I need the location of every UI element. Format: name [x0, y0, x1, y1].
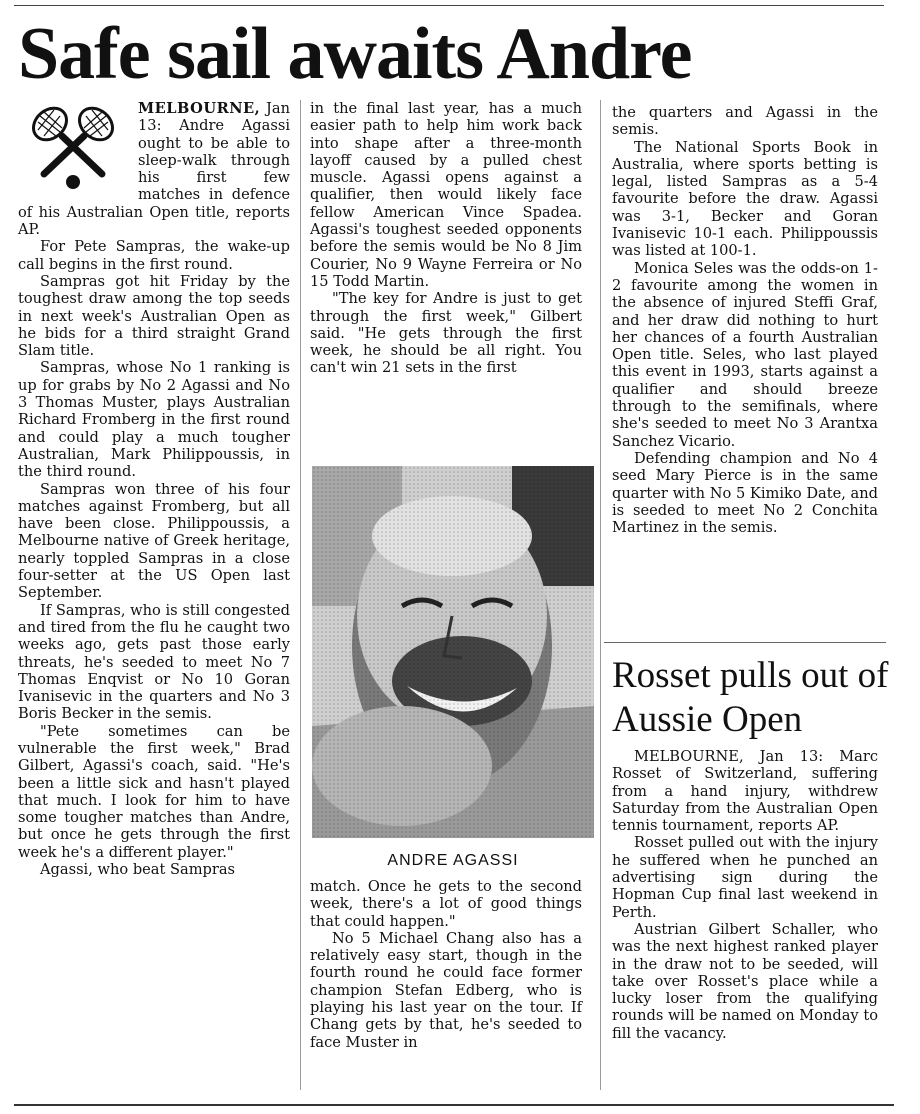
- article-column-1: [18, 100, 290, 878]
- column-divider: [600, 100, 601, 1090]
- article-paragraph: MELBOURNE, Jan 13: Marc Rosset of Switzerland, suffering from a hand injury, withdrew Saturday from the Australian Open tennis tournament, reports AP.: [612, 748, 878, 835]
- article-paragraph: Austrian Gilbert Schaller, who was the next highest ranked player in the draw not to be seeded, will take over Rosset's place while a lucky loser from the qualifying rounds will be named on Monday to fill the vacancy.: [612, 920, 878, 1042]
- article-column-2-continued: [310, 878, 582, 1051]
- bottom-rule: [14, 1104, 894, 1106]
- article-paragraph: For Pete Sampras, the wake-up call begins in the first round.: [18, 238, 290, 273]
- crossed-tennis-rackets-icon: [18, 102, 128, 192]
- article-paragraph: the quarters and Agassi in the semis.: [612, 104, 878, 139]
- article-paragraph: No 5 Michael Chang also has a relatively easy start, though in the fourth round he could face former champion Stefan Edberg, who is playing his last year on the tour. If Chang gets by that, he's seeded to face Muster in: [310, 929, 582, 1051]
- article-paragraph: Defending champion and No 4 seed Mary Pierce is in the same quarter with No 5 Kimiko Date, and is seeded to meet No 2 Conchita Martinez in the semis.: [612, 449, 878, 537]
- article-paragraph: If Sampras, who is still congested and tired from the flu he caught two weeks ago, gets past those early threats, he's seeded to meet No 7 Thomas Enqvist or No 10 Goran Ivanisevic in the quarters and No 3 Boris Becker in the semis.: [18, 601, 290, 723]
- article-paragraph: The National Sports Book in Australia, where sports betting is legal, listed Sampras as a 5-4 favourite before the draw. Agassi was 3-1, Becker and Goran Ivanisevic 10-1 each. Philippoussis was listed at 100-1.: [612, 138, 878, 260]
- article-paragraph: Monica Seles was the odds-on 1-2 favourite among the women in the absence of injured Steffi Graf, and her draw did nothing to hurt her chances of a fourth Australian Open title. Seles, who last played this event in 1993, starts against a qualifier and should breeze through to the semifinals, where she's seeded to meet No 3 Arantxa Sanchez Vicario.: [612, 259, 878, 450]
- column-divider: [300, 100, 301, 1090]
- article-paragraph: match. Once he gets to the second week, there's a lot of good things that could happen.": [310, 878, 582, 930]
- article-paragraph: in the final last year, has a much easier path to help him work back into shape after a three-month layoff caused by a pulled chest muscle. Agassi opens against a qualifier, then would likely face fellow American Vince Spadea. Agassi's toughest seeded opponents before the semis would be No 8 Jim Courier, No 9 Wayne Ferreira or No 15 Todd Martin.: [310, 100, 582, 290]
- dateline: MELBOURNE,: [138, 100, 261, 117]
- article-column-3: [612, 104, 878, 536]
- sidebar-story-headline: Rosset pulls out of Aussie Open: [612, 655, 889, 740]
- sidebar-story-body: [612, 748, 878, 1042]
- photo-caption: ANDRE AGASSI: [387, 852, 519, 869]
- article-paragraph: Rosset pulled out with the injury he suffered when he punched an advertising sign during the Hopman Cup final last weekend in Perth.: [612, 834, 878, 921]
- article-paragraph: Sampras, whose No 1 ranking is up for grabs by No 2 Agassi and No 3 Thomas Muster, plays Australian Richard Fromberg in the first round and could play a much tougher Australian, Mark Philippoussis, in the third round.: [18, 359, 290, 481]
- page-headline: Safe sail awaits Andre: [18, 13, 692, 95]
- player-photo: [312, 466, 594, 838]
- article-paragraph: Sampras got hit Friday by the toughest draw among the top seeds in next week's Australian Open as he bids for a third straight Grand Slam title.: [18, 272, 290, 360]
- story-divider: [604, 642, 886, 643]
- article-paragraph: Sampras won three of his four matches against Fromberg, but all have been close. Philippoussis, a Melbourne native of Greek heritage, nearly toppled Sampras in a close four-setter at the US Open last September.: [18, 480, 290, 602]
- article-paragraph: "The key for Andre is just to get through the first week," Gilbert said. "He gets through the first week, he should be all right. You can't win 21 sets in the first: [310, 290, 582, 377]
- paragraph-text: Jan 13: Andre Agassi ought to be able to sleep-walk through his first few matches in defence of his Australian Open title, reports AP.: [18, 100, 290, 239]
- article-paragraph: "Pete sometimes can be vulnerable the first week," Brad Gilbert, Agassi's coach, said. "He's been a little sick and hasn't played that much. I look for him to have some tougher matches than Andre, but once he gets through the first week he's a different player.": [18, 722, 290, 861]
- top-rule: [14, 5, 884, 6]
- article-column-2: [310, 100, 582, 377]
- article-paragraph: Agassi, who beat Sampras: [40, 861, 236, 879]
